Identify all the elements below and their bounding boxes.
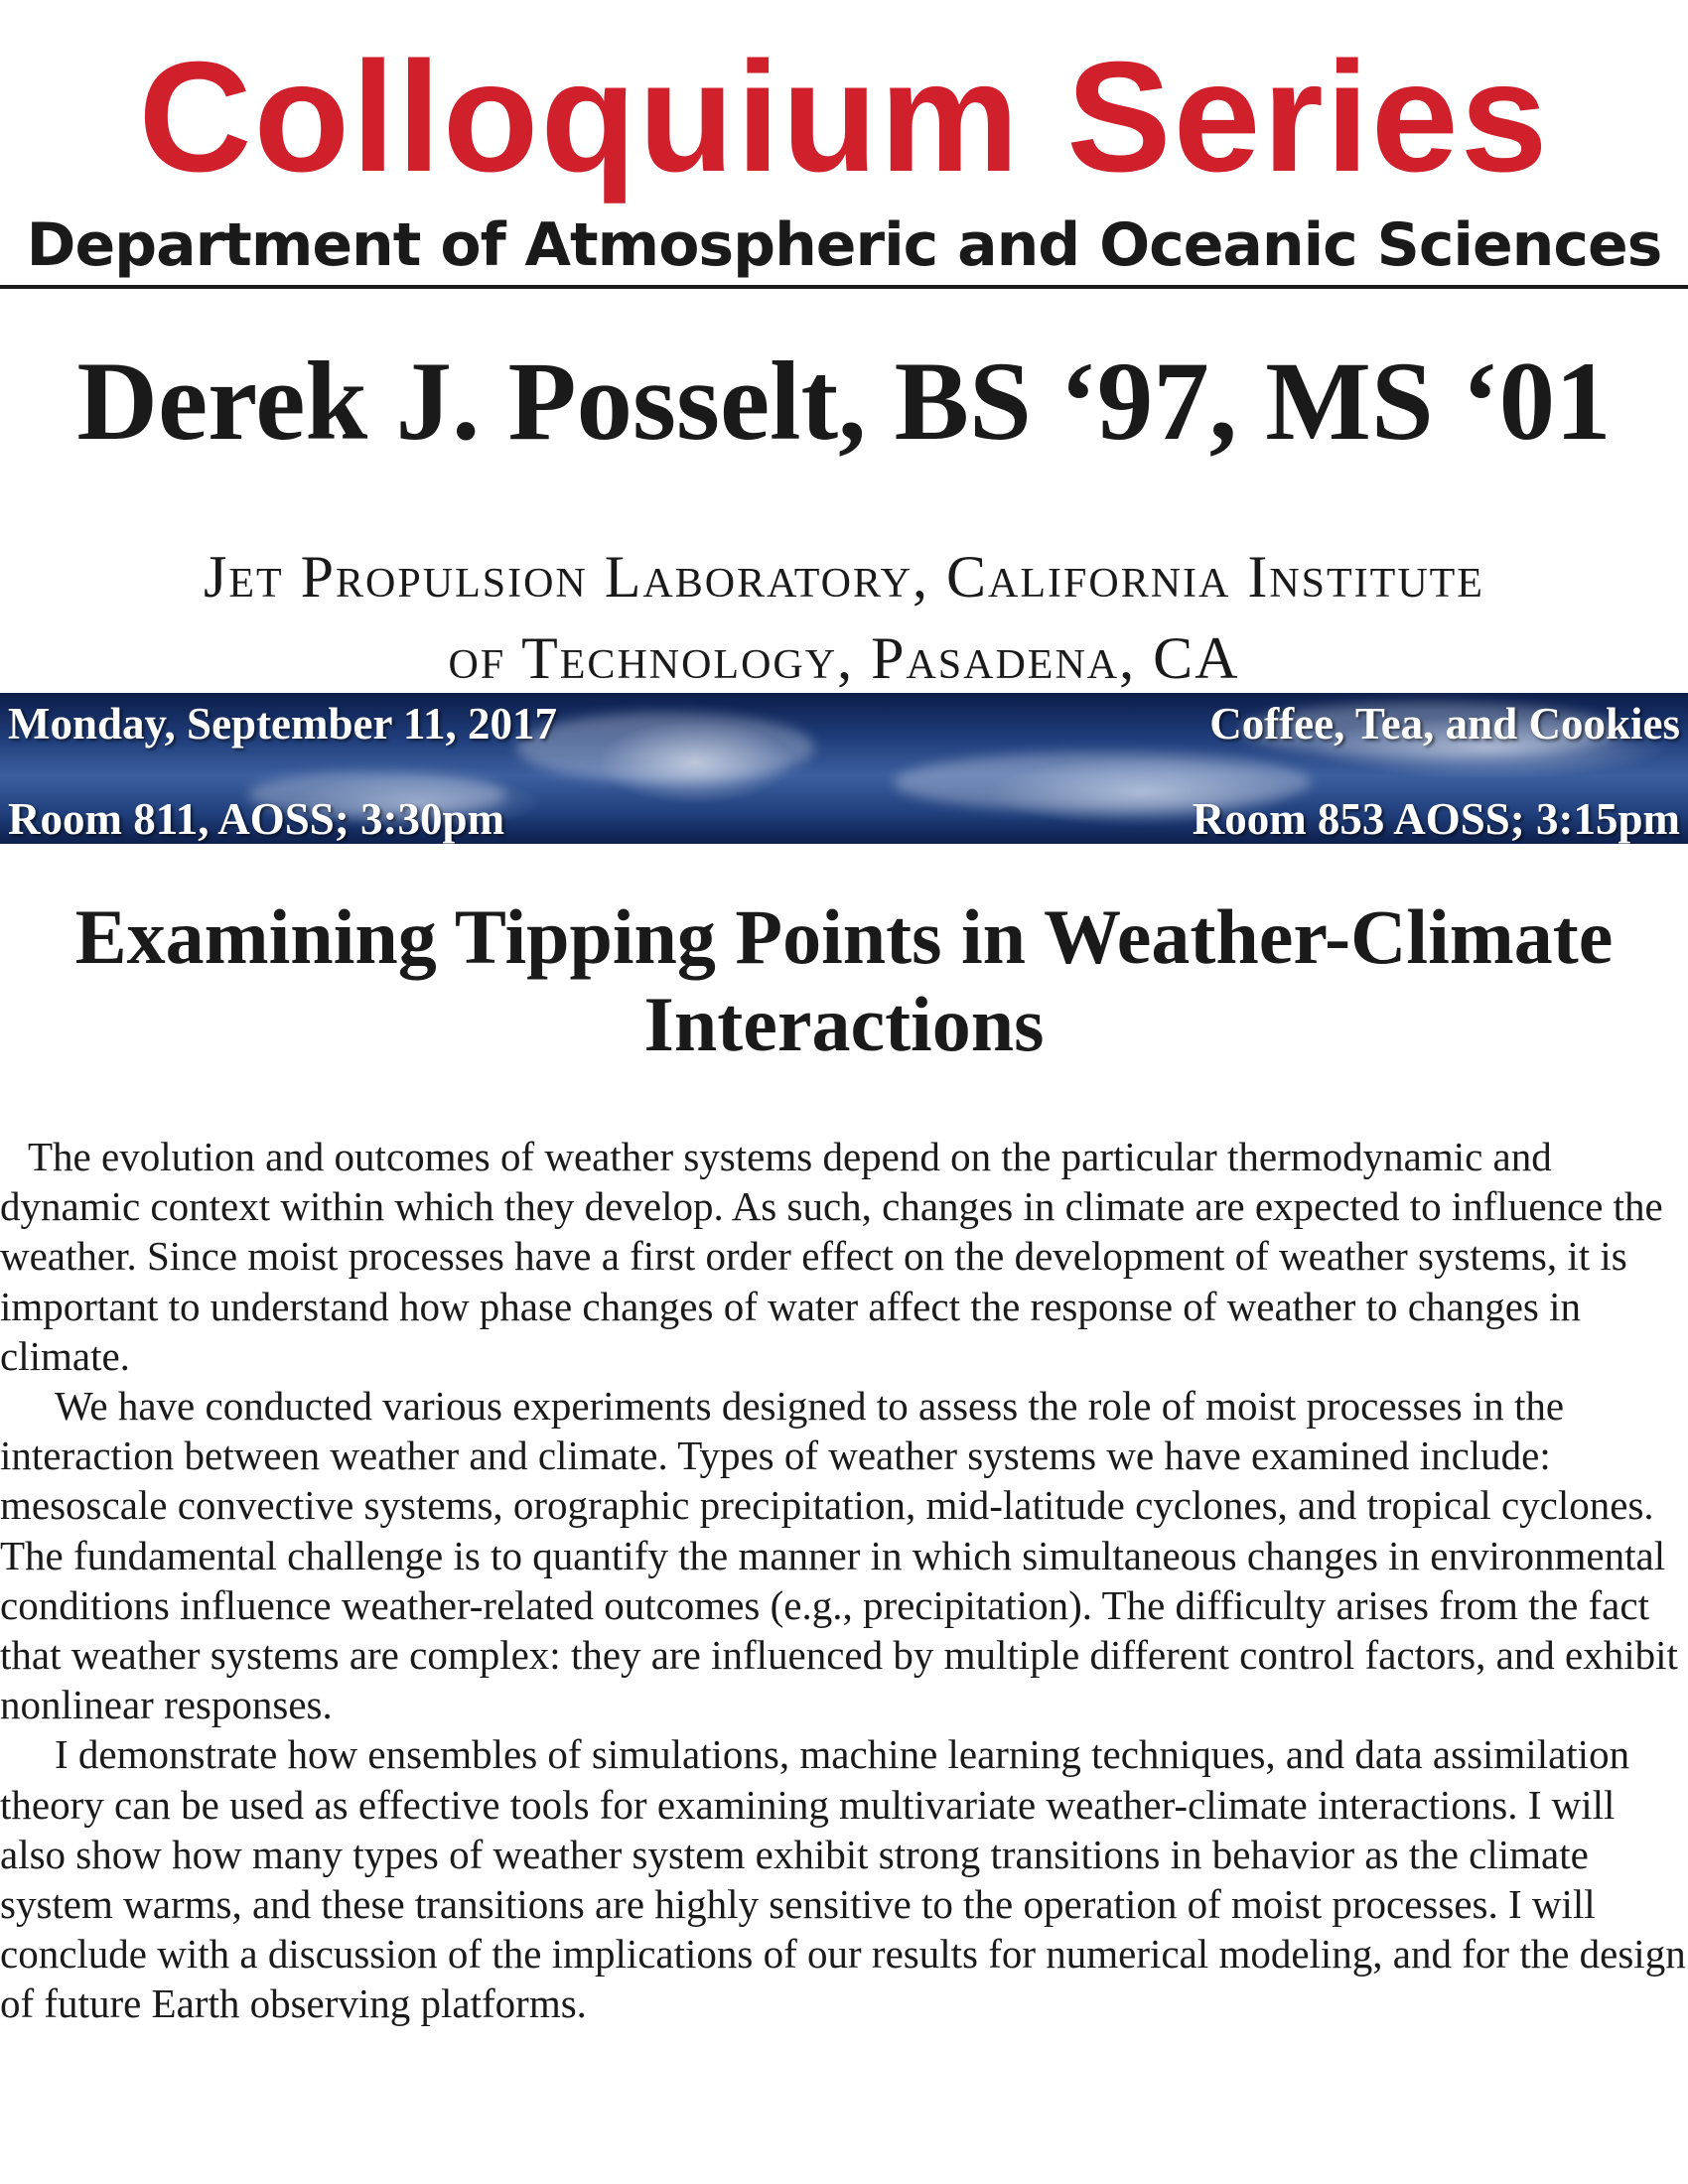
event-location: Room 811, AOSS; 3:30pm <box>8 794 505 844</box>
speaker-affiliation <box>0 536 1688 699</box>
series-title: Colloquium Series <box>138 30 1550 205</box>
header-divider <box>0 285 1688 289</box>
affiliation-line-2: of Technology, Pasadena, CA <box>448 625 1240 691</box>
abstract-paragraph: We have conducted various experiments designed to assess the role of moist processes in the interaction between weather and climate. Types of weather systems we have examined include: mesoscale convective systems, orographic precipitation, mid-latitude cyclones, and tropical cyclones. The fundamental challenge is to quantify the manner in which simultaneous changes in environmental conditions influence weather-related outcomes (e.g., precipitation). The difficulty arises from the fact that weather systems are complex: they are influenced by multiple different control factors, and exhibit nonlinear responses. <box>0 1383 1678 1728</box>
abstract-paragraph: The evolution and outcomes of weather systems depend on the particular thermodynamic and dynamic context within which they develop. As such, changes in climate are expected to influence the weather. Since moist processes have a first order effect on the development of weather systems, it is important to understand how phase changes of water affect the response of weather to changes in climate. <box>0 1134 1663 1379</box>
event-date: Monday, September 11, 2017 <box>8 699 557 749</box>
event-info-banner <box>0 693 1688 844</box>
talk-title: Examining Tipping Points in Weather-Climate Interactions <box>74 893 1614 1067</box>
speaker-name: Derek J. Posselt, BS ‘97, MS ‘01 <box>76 340 1612 464</box>
refreshments-location: Room 853 AOSS; 3:15pm <box>1192 794 1680 844</box>
talk-abstract <box>0 1132 1688 2029</box>
department-name: Department of Atmospheric and Oceanic Sciences <box>26 210 1662 280</box>
refreshments-label: Coffee, Tea, and Cookies <box>1209 699 1680 749</box>
abstract-paragraph: I demonstrate how ensembles of simulations, machine learning techniques, and data assimilation theory can be used as effective tools for examining multivariate weather-climate interactions. I will also show how many types of weather system exhibit strong transitions in behavior as the climate system warms, and these transitions are highly sensitive to the operation of moist processes. I will conclude with a discussion of the implications of our results for numerical modeling, and for the design of future Earth observing platforms. <box>0 1731 1686 2027</box>
affiliation-line-1: Jet Propulsion Laboratory, California Institute <box>204 544 1484 610</box>
